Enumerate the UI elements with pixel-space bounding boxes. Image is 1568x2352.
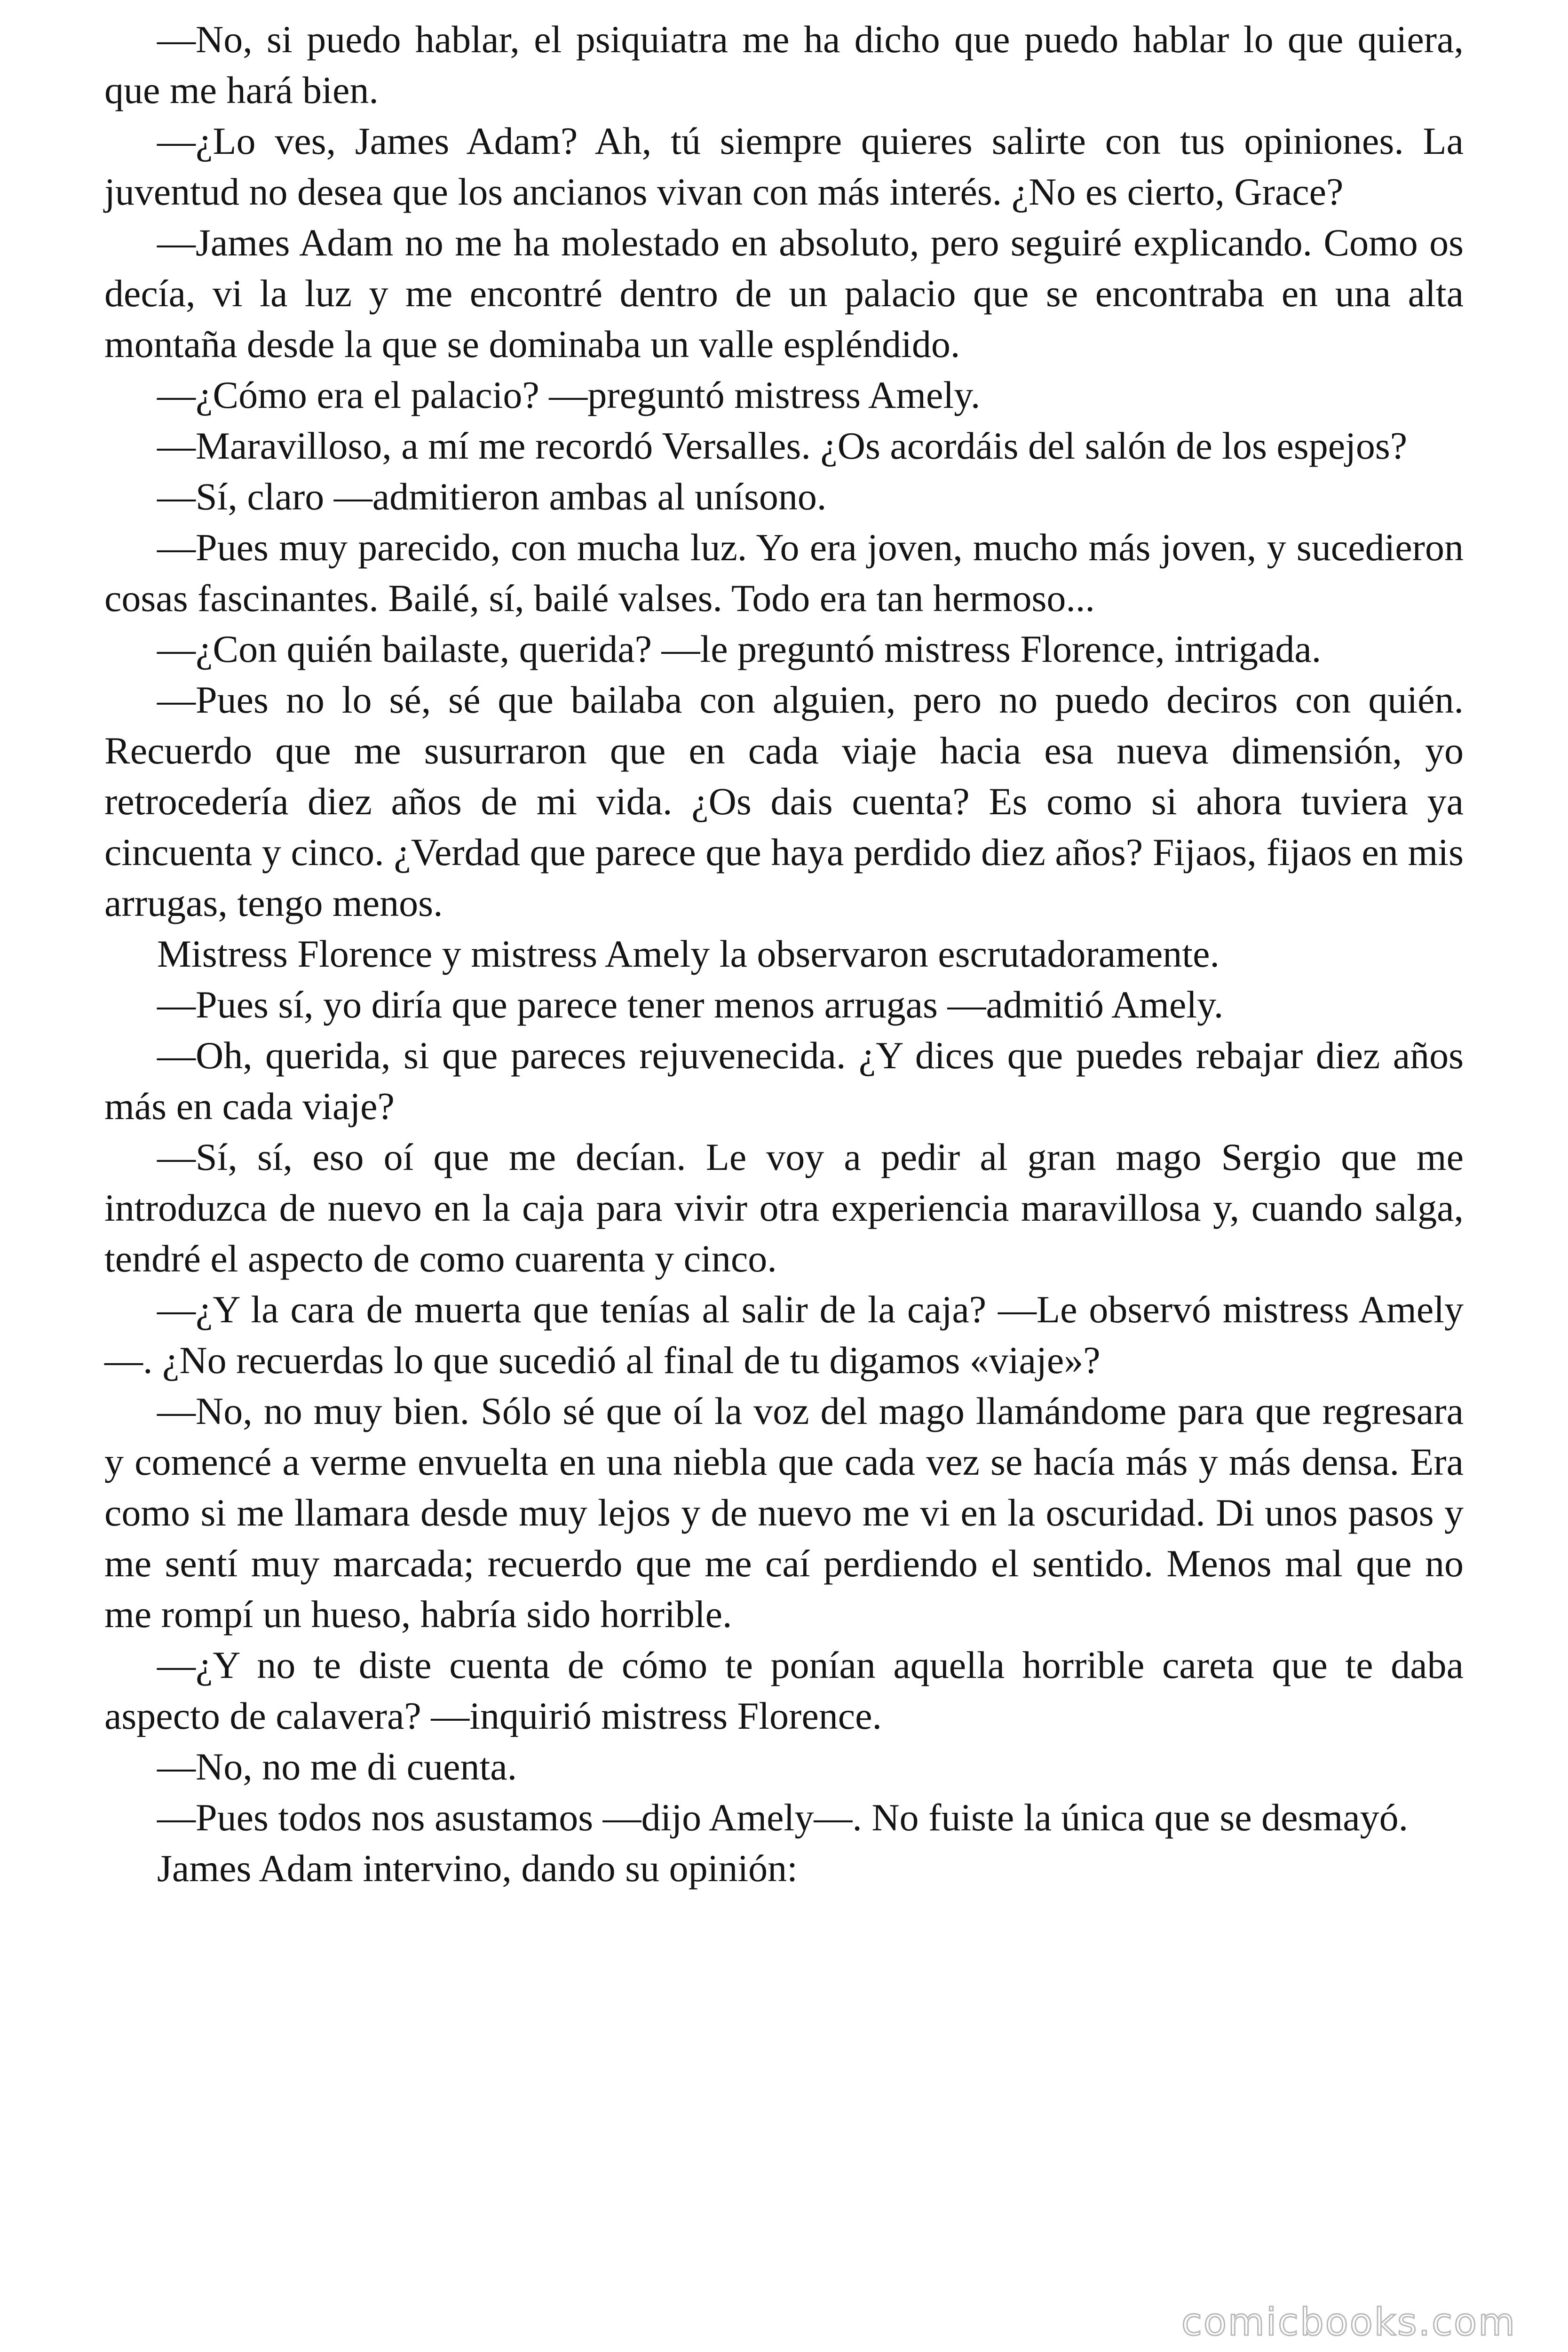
paragraph: —Maravilloso, a mí me recordó Versalles. ¿Os acordáis del salón de los espejos? xyxy=(157,424,1408,467)
paragraph: —Sí, sí, eso oí que me decían. Le voy a pedir al gran mago Sergio que me introduzca de nuevo en la caja para vivir otra experiencia maravillosa y, cuando salga, tendré el aspecto de como cuarenta y cinco. xyxy=(104,1136,1464,1280)
paragraph: —¿Y la cara de muerta que tenías al salir de la caja? —Le observó mistress Amely—. ¿No recuerdas lo que sucedió al final de tu digamos «viaje»? xyxy=(104,1288,1464,1382)
paragraph: —No, no me di cuenta. xyxy=(157,1745,517,1788)
paragraph: James Adam intervino, dando su opinión: xyxy=(157,1847,798,1890)
paragraph: —James Adam no me ha molestado en absoluto, pero seguiré explicando. Como os decía, vi la luz y me encontré dentro de un palacio que se encontraba en una alta montaña desde la que se dominaba un valle espléndido. xyxy=(104,221,1464,366)
paragraph: —¿Cómo era el palacio? —preguntó mistress Amely. xyxy=(157,373,981,416)
paragraph: —¿Con quién bailaste, querida? —le preguntó mistress Florence, intrigada. xyxy=(157,628,1322,670)
paragraph: —¿Lo ves, James Adam? Ah, tú siempre quieres salirte con tus opiniones. La juventud no desea que los ancianos vivan con más interés. ¿No es cierto, Grace? xyxy=(104,119,1464,213)
paragraph: —No, no muy bien. Sólo sé que oí la voz del mago llamándome para que regresara y comencé a verme envuelta en una niebla que cada vez se hacía más y más densa. Era como si me llamara desde muy lejos y de nuevo me vi en la oscuridad. Di unos pasos y me sentí muy marcada; recuerdo que me caí perdiendo el sentido. Menos mal que no me rompí un hueso, habría sido horrible. xyxy=(104,1390,1464,1636)
paragraph: —Oh, querida, si que pareces rejuvenecida. ¿Y dices que puedes rebajar diez años más en cada viaje? xyxy=(104,1034,1464,1128)
paragraph: —Pues muy parecido, con mucha luz. Yo era joven, mucho más joven, y sucedieron cosas fascinantes. Bailé, sí, bailé valses. Todo era tan hermoso... xyxy=(104,526,1464,620)
paragraph: —¿Y no te diste cuenta de cómo te ponían aquella horrible careta que te daba aspecto de calavera? —inquirió mistress Florence. xyxy=(104,1644,1464,1737)
paragraph: —Pues todos nos asustamos —dijo Amely—. No fuiste la única que se desmayó. xyxy=(157,1796,1409,1839)
watermark: comicbooks.com xyxy=(1181,2300,1516,2344)
paragraph: Mistress Florence y mistress Amely la observaron escrutadoramente. xyxy=(157,932,1220,975)
paragraph: —Sí, claro —admitieron ambas al unísono. xyxy=(157,475,827,518)
paragraph: —Pues sí, yo diría que parece tener menos arrugas —admitió Amely. xyxy=(157,983,1224,1026)
page-body-text xyxy=(104,14,1464,1894)
paragraph: —Pues no lo sé, sé que bailaba con alguien, pero no puedo deciros con quién. Recuerdo que me susurraron que en cada viaje hacia esa nueva dimensión, yo retrocedería diez años de mi vida. ¿Os dais cuenta? Es como si ahora tuviera ya cincuenta y cinco. ¿Verdad que parece que haya perdido diez años? Fijaos, fijaos en mis arrugas, tengo menos. xyxy=(104,678,1464,924)
paragraph: —No, si puedo hablar, el psiquiatra me ha dicho que puedo hablar lo que quiera, que me hará bien. xyxy=(104,18,1464,111)
